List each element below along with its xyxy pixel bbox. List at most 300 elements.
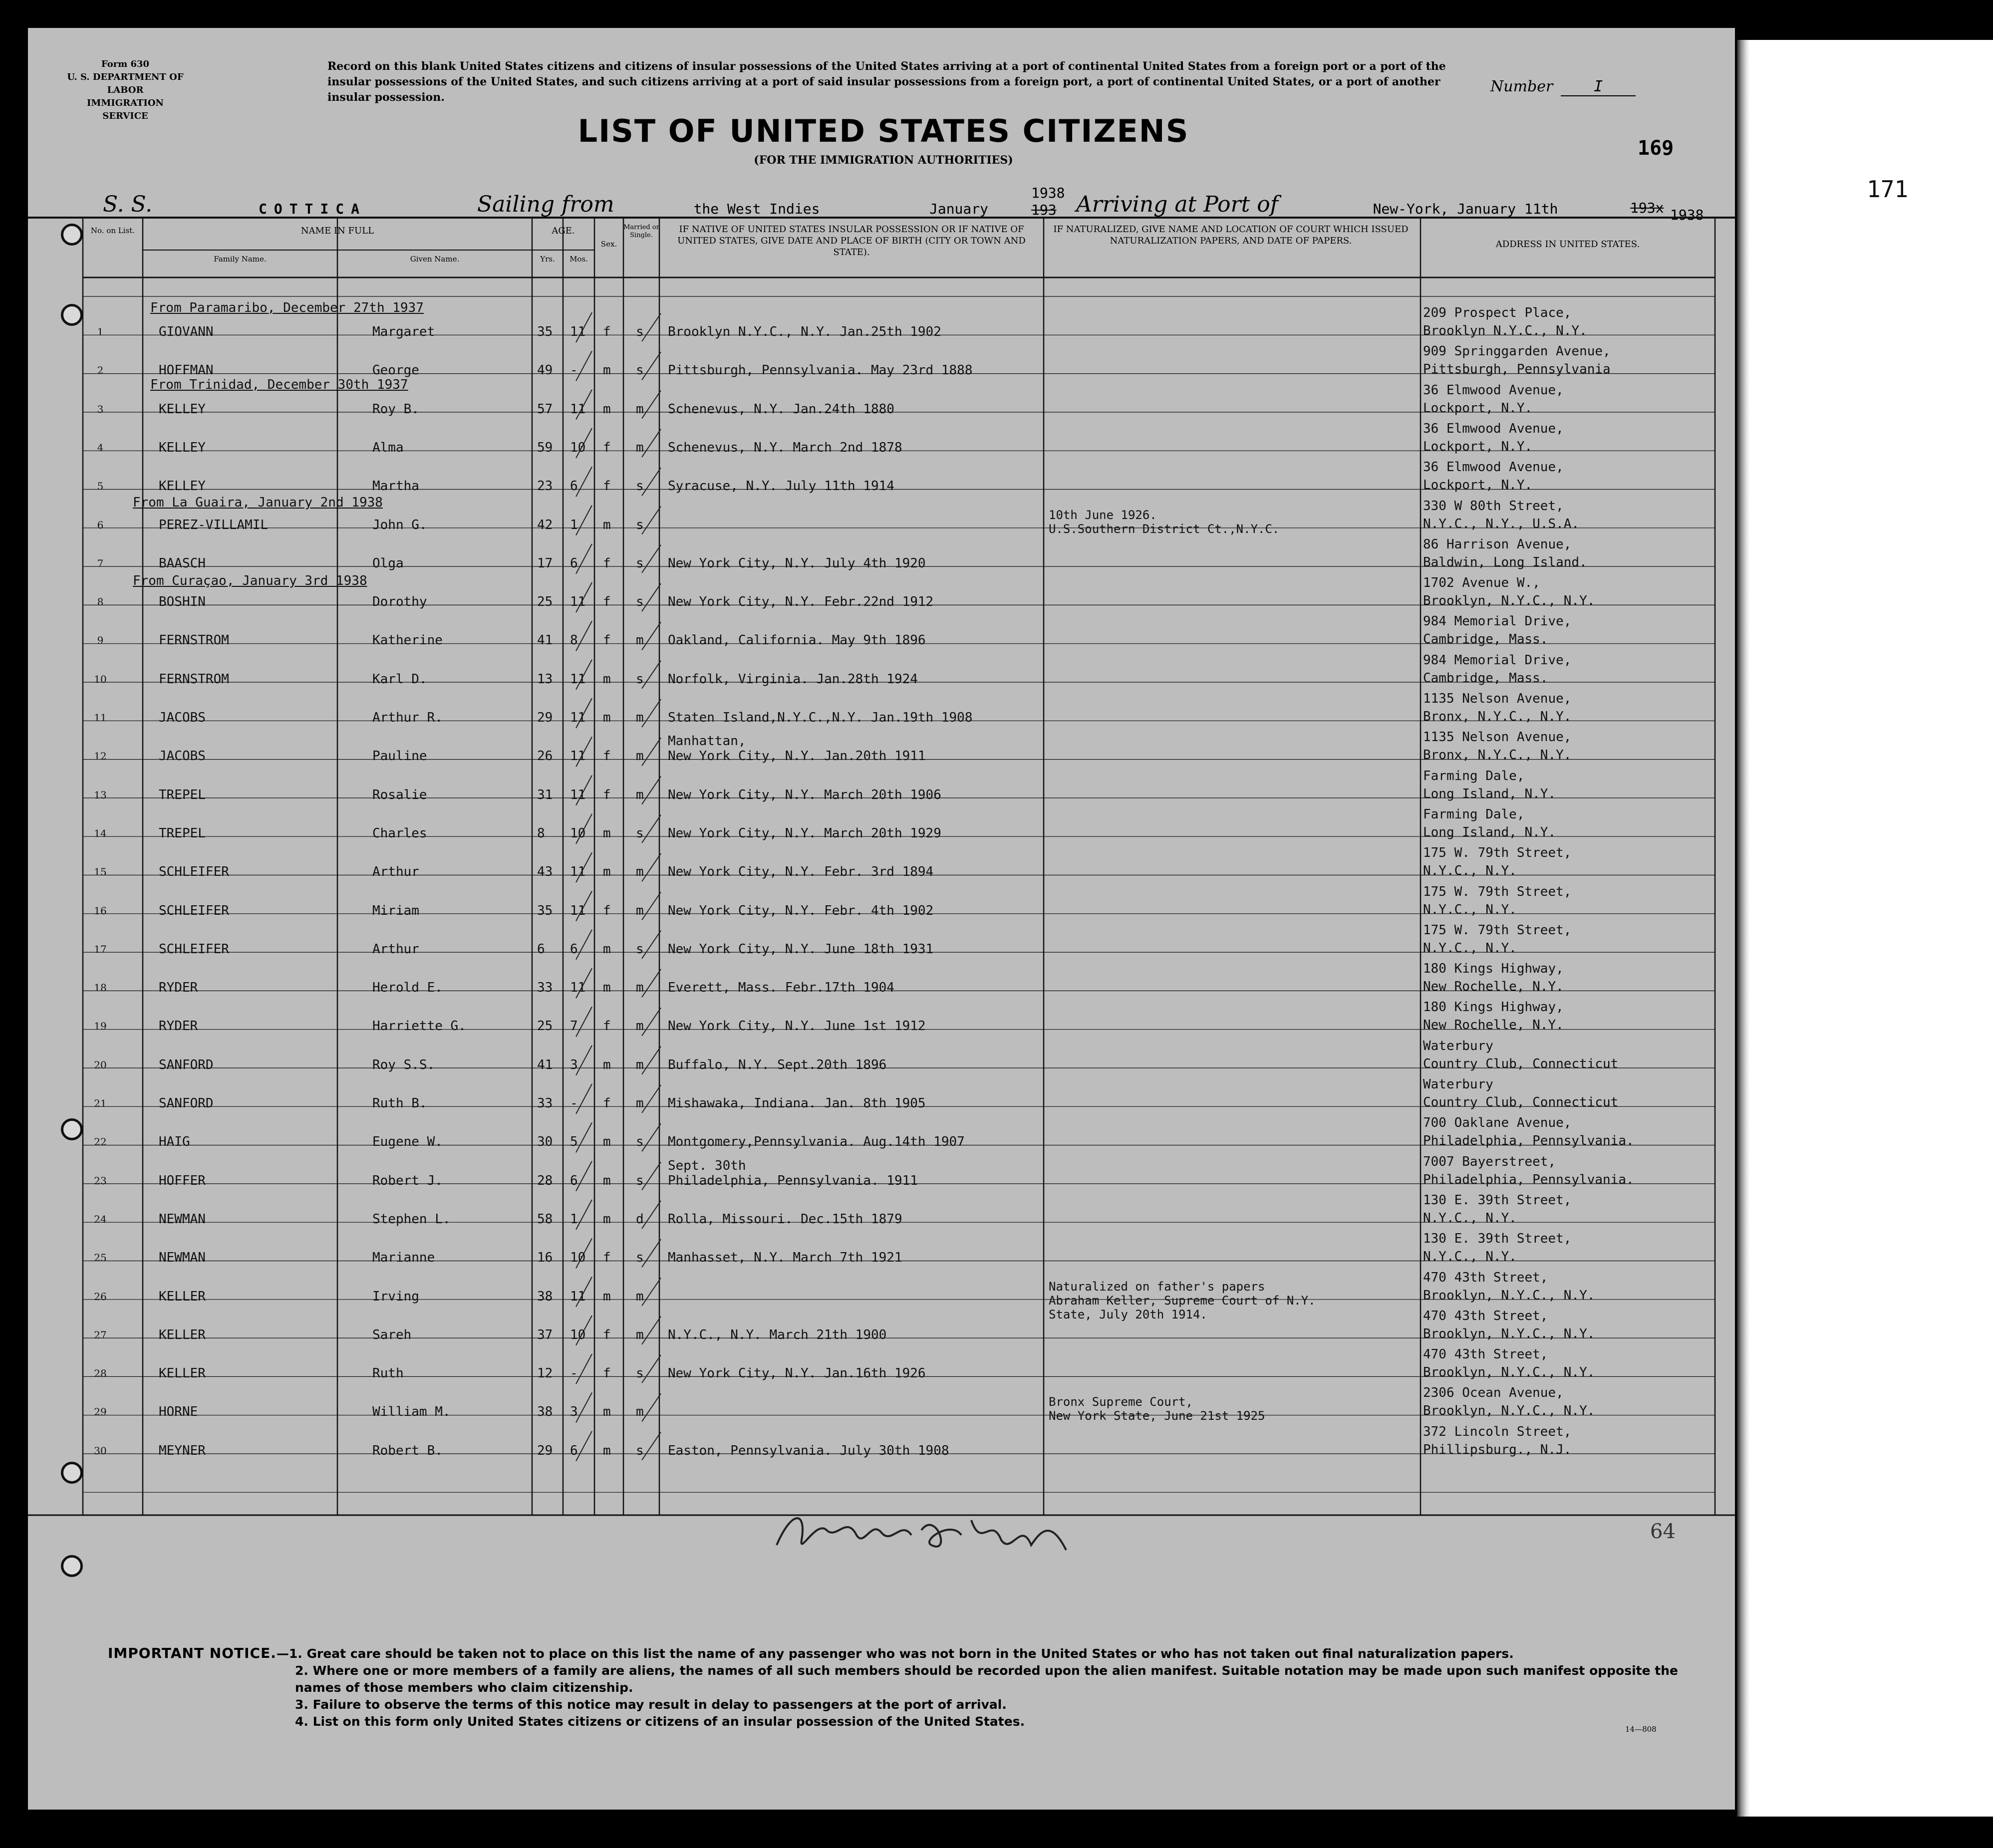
arriving-year: 1938: [1670, 207, 1704, 223]
row-number: 2: [97, 364, 104, 377]
address-line-1: 175 W. 79th Street,: [1423, 922, 1572, 938]
col-header-address: ADDRESS IN UNITED STATES.: [1495, 239, 1640, 250]
address-line-2: N.Y.C., N.Y.: [1423, 863, 1517, 879]
address-line-1: 330 W 80th Street,: [1423, 498, 1564, 514]
address-line-1: Farming Dale,: [1423, 806, 1525, 822]
family-name: HOFFER: [159, 1173, 206, 1188]
col-header-given: Given Name.: [410, 255, 460, 264]
check-mark-icon: [576, 1238, 661, 1268]
notice-item: [108, 1696, 1695, 1713]
notice-item: IMPORTANT NOTICE.—1. Great care should be taken not to place on this list the name of any passenger who was not born in the United States or who has not taken out final naturalization papers.: [108, 1645, 1514, 1661]
given-name: Margaret: [372, 324, 435, 339]
check-mark-icon: [576, 737, 661, 767]
sex: m: [603, 401, 611, 417]
sex: f: [603, 479, 611, 494]
adjacent-page-strip: [1737, 40, 1993, 1817]
section-heading: From Curaçao, January 3rd 1938: [133, 573, 367, 588]
birth-place-date: New York City, N.Y. June 1st 1912: [668, 1019, 926, 1034]
age-years: 25: [537, 594, 553, 610]
family-name: KELLER: [159, 1289, 206, 1304]
age-months: 5: [570, 1134, 578, 1150]
row-number: 21: [94, 1097, 107, 1109]
address-line-1: 700 Oaklane Avenue,: [1423, 1115, 1572, 1131]
marital-status: m: [636, 401, 644, 417]
address-line-1: 180 Kings Highway,: [1423, 961, 1564, 977]
check-mark-icon: [576, 930, 661, 960]
check-mark-icon: [576, 621, 661, 651]
check-mark-icon: [576, 1161, 661, 1191]
age-months: 11: [570, 710, 586, 725]
marital-status: m: [636, 749, 644, 764]
birth-place-date: Rolla, Missouri. Dec.15th 1879: [668, 1211, 902, 1227]
age-years: 26: [537, 749, 553, 764]
page-title: LIST OF UNITED STATES CITIZENS: [577, 113, 1189, 149]
sex: m: [603, 1404, 611, 1420]
given-name: Robert B.: [372, 1443, 443, 1458]
row-number: 22: [94, 1136, 107, 1148]
address-line-1: 1135 Nelson Avenue,: [1423, 691, 1572, 706]
sailing-year: 1938: [1031, 185, 1065, 201]
birth-place-date: Oakland, California. May 9th 1896: [668, 633, 926, 648]
address-line-2: N.Y.C., N.Y.: [1423, 902, 1517, 917]
sex: m: [603, 980, 611, 996]
address-line-2: Philadelphia, Pennsylvania.: [1423, 1172, 1634, 1187]
age-months: 3: [570, 1404, 578, 1420]
age-years: 58: [537, 1211, 553, 1227]
row-number: 16: [94, 904, 107, 917]
sex: f: [603, 787, 611, 802]
given-name: Ruth: [372, 1366, 404, 1381]
family-name: BOSHIN: [159, 594, 206, 610]
sex: f: [603, 324, 611, 339]
address-line-1: 36 Elmwood Avenue,: [1423, 382, 1564, 398]
address-line-2: Brooklyn, N.Y.C., N.Y.: [1423, 593, 1595, 609]
address-line-1: 209 Prospect Place,: [1423, 305, 1572, 320]
manifest-sheet: [26, 26, 1737, 1812]
family-name: MEYNER: [159, 1443, 206, 1458]
ship-label: S. S.: [103, 192, 153, 217]
sex: f: [603, 594, 611, 610]
address-line-2: Lockport, N.Y.: [1423, 478, 1533, 493]
notice-item-number: 1.: [288, 1646, 302, 1661]
check-mark-icon: [576, 390, 661, 420]
age-months: 8: [570, 633, 578, 648]
given-name: Pauline: [372, 749, 427, 764]
naturalization-info: U.S.Southern District Ct.,N.Y.C.: [1049, 522, 1280, 536]
adjacent-page-number: 171: [1867, 176, 1909, 203]
given-name: George: [372, 363, 419, 378]
age-years: 30: [537, 1134, 553, 1150]
birth-place-date: Montgomery,Pennsylvania. Aug.14th 1907: [668, 1134, 965, 1150]
age-years: 28: [537, 1173, 553, 1188]
col-header-mos: Mos.: [569, 255, 588, 264]
given-name: Alma: [372, 440, 404, 455]
family-name: KELLER: [159, 1366, 206, 1381]
age-years: 41: [537, 1057, 553, 1072]
address-line-2: N.Y.C., N.Y.: [1423, 940, 1517, 956]
age-months: 11: [570, 903, 586, 918]
marital-status: m: [636, 633, 644, 648]
sex: m: [603, 710, 611, 725]
row-number: 14: [94, 827, 107, 839]
age-months: 6: [570, 1173, 578, 1188]
age-months: 1: [570, 1211, 578, 1227]
binder-ring: [61, 1118, 83, 1140]
family-name: PEREZ-VILLAMIL: [159, 517, 269, 532]
address-line-1: 1702 Avenue W.,: [1423, 575, 1540, 591]
age-years: 29: [537, 710, 553, 725]
check-mark-icon: [576, 1084, 661, 1114]
row-number: 20: [94, 1058, 107, 1071]
birth-place-date: New York City, N.Y. Febr. 4th 1902: [668, 903, 934, 918]
check-mark-icon: [576, 544, 661, 574]
birth-place-date: Schenevus, N.Y. Jan.24th 1880: [668, 401, 894, 417]
address-line-2: Philadelphia, Pennsylvania.: [1423, 1133, 1634, 1149]
given-name: Sareh: [372, 1327, 412, 1342]
address-line-2: Brooklyn, N.Y.C., N.Y.: [1423, 1403, 1595, 1419]
age-years: 8: [537, 825, 545, 841]
family-name: HAIG: [159, 1134, 190, 1150]
address-line-2: New Rochelle, N.Y.: [1423, 979, 1564, 995]
address-line-1: 175 W. 79th Street,: [1423, 884, 1572, 899]
age-years: 35: [537, 903, 553, 918]
birth-place-date: New York City, N.Y. July 4th 1920: [668, 555, 926, 571]
notice-item-text: Great care should be taken not to place on this list the name of any passenger who was not born in the United States or who has not taken out final naturalization papers.: [306, 1646, 1514, 1661]
naturalization-info: State, July 20th 1914.: [1049, 1307, 1207, 1321]
section-heading: From Paramaribo, December 27th 1937: [150, 300, 424, 315]
address-line-2: Bronx, N.Y.C., N.Y.: [1423, 748, 1572, 763]
service-name: IMMIGRATION SERVICE: [87, 98, 164, 121]
age-years: 57: [537, 401, 553, 417]
check-mark-icon: [576, 852, 661, 882]
marital-status: m: [636, 1096, 644, 1111]
check-mark-icon: [576, 351, 661, 381]
age-months: -: [570, 1366, 578, 1381]
check-mark-icon: [576, 698, 661, 728]
family-name: GIOVANN: [159, 324, 214, 339]
birth-place-date: Easton, Pennsylvania. July 30th 1908: [668, 1443, 949, 1458]
given-name: Martha: [372, 479, 419, 494]
marital-status: m: [636, 440, 644, 455]
age-years: 35: [537, 324, 553, 339]
department-name: U. S. DEPARTMENT OF LABOR: [67, 72, 184, 95]
age-months: -: [570, 1096, 578, 1111]
address-line-2: Lockport, N.Y.: [1423, 400, 1533, 416]
marital-status: s: [636, 1366, 644, 1381]
age-years: 42: [537, 517, 553, 532]
page-edge-shadow: [1737, 40, 1750, 1817]
col-header-naturalized: IF NATURALIZED, GIVE NAME AND LOCATION OF COURT WHICH ISSUED NATURALIZATION PAPERS, AND DATE OF PAPERS.: [1053, 224, 1409, 246]
age-months: 3: [570, 1057, 578, 1072]
sex: m: [603, 1289, 611, 1304]
row-number: 7: [97, 557, 104, 569]
marital-status: s: [636, 555, 644, 571]
address-line-1: 470 43th Street,: [1423, 1270, 1548, 1285]
row-number: 10: [94, 673, 107, 685]
family-name: NEWMAN: [159, 1250, 206, 1266]
age-years: 31: [537, 787, 553, 802]
marital-status: m: [636, 980, 644, 996]
family-name: HOFFMAN: [159, 363, 214, 378]
arriving-port: New-York, January 11th: [1306, 201, 1625, 218]
row-number: 15: [94, 866, 107, 878]
family-name: JACOBS: [159, 710, 206, 725]
address-line-1: 130 E. 39th Street,: [1423, 1192, 1572, 1208]
address-line-2: Baldwin, Long Island.: [1423, 554, 1587, 570]
sex: f: [603, 903, 611, 918]
row-number: 24: [94, 1213, 107, 1225]
age-years: 38: [537, 1404, 553, 1420]
birth-place-date: New York City, N.Y. Jan.20th 1911: [668, 749, 926, 764]
marital-status: m: [636, 787, 644, 802]
family-name: SANFORD: [159, 1096, 214, 1111]
address-line-2: N.Y.C., N.Y.: [1423, 1210, 1517, 1226]
given-name: Charles: [372, 825, 427, 841]
family-name: FERNSTROM: [159, 633, 229, 648]
age-months: 7: [570, 1019, 578, 1034]
address-line-2: Long Island, N.Y.: [1423, 786, 1556, 801]
family-name: KELLEY: [159, 401, 206, 417]
address-line-2: Country Club, Connecticut: [1423, 1095, 1619, 1110]
row-number: 27: [94, 1328, 107, 1341]
col-header-name: NAME IN FULL: [300, 226, 374, 236]
age-months: 11: [570, 787, 586, 802]
row-number: 28: [94, 1367, 107, 1380]
handwritten-signature: [772, 1500, 1071, 1570]
sex: m: [603, 1211, 611, 1227]
given-name: Arthur: [372, 864, 419, 880]
birth-place-date: Staten Island,N.Y.C.,N.Y. Jan.19th 1908: [668, 710, 973, 725]
sex: m: [603, 671, 611, 687]
address-line-2: Brooklyn, N.Y.C., N.Y.: [1423, 1288, 1595, 1303]
birth-place-date: New York City, N.Y. June 18th 1931: [668, 941, 934, 957]
row-number: 3: [97, 403, 104, 415]
naturalization-info: 10th June 1926.: [1049, 508, 1157, 522]
birth-place-date: Sept. 30th: [668, 1158, 746, 1173]
arriving-label: Arriving at Port of: [1076, 192, 1279, 217]
check-mark-icon: [576, 1122, 661, 1152]
sex: f: [603, 749, 611, 764]
given-name: Harriette G.: [372, 1019, 466, 1034]
address-line-2: Pittsburgh, Pennsylvania: [1423, 362, 1611, 377]
age-months: 11: [570, 1289, 586, 1304]
notice-item: [108, 1662, 1695, 1696]
given-name: Roy B.: [372, 401, 419, 417]
birth-place-date: N.Y.C., N.Y. March 21th 1900: [668, 1327, 887, 1342]
row-number: 26: [94, 1290, 107, 1303]
sailing-year-struck: 193: [1031, 202, 1057, 218]
number-value: I: [1561, 78, 1636, 96]
section-heading: From Trinidad, December 30th 1937: [150, 377, 408, 392]
row-number: 23: [94, 1174, 107, 1187]
age-months: 6: [570, 941, 578, 957]
check-mark-icon: [576, 660, 661, 690]
given-name: Rosalie: [372, 787, 427, 802]
address-line-2: N.Y.C., N.Y., U.S.A.: [1423, 516, 1580, 531]
section-heading: From La Guaira, January 2nd 1938: [133, 495, 383, 510]
given-name: Arthur: [372, 941, 419, 957]
age-months: 11: [570, 594, 586, 610]
row-number: 30: [94, 1444, 107, 1457]
age-months: 1: [570, 517, 578, 532]
row-number: 5: [97, 480, 104, 493]
family-name: TREPEL: [159, 825, 206, 841]
marital-status: m: [636, 710, 644, 725]
sex: m: [603, 1173, 611, 1188]
check-mark-icon: [576, 891, 661, 921]
handwritten-count: 64: [1650, 1520, 1676, 1543]
age-years: 6: [537, 941, 545, 957]
row-number: 12: [94, 750, 107, 763]
notice-item-text: Where one or more members of a family are aliens, the names of all such members should be recorded upon the alien manifest. Suitable notation may be made upon such manifest opposite the names of those members who claim citizenship.: [295, 1663, 1678, 1695]
given-name: Katherine: [372, 633, 443, 648]
col-header-family: Family Name.: [214, 255, 267, 264]
age-years: 59: [537, 440, 553, 455]
age-years: 49: [537, 363, 553, 378]
address-line-2: New Rochelle, N.Y.: [1423, 1018, 1564, 1033]
age-years: 16: [537, 1250, 553, 1266]
row-number: 13: [94, 789, 107, 801]
sex: m: [603, 1443, 611, 1458]
row-number: 18: [94, 982, 107, 994]
row-number: 1: [97, 326, 104, 338]
address-line-1: 130 E. 39th Street,: [1423, 1231, 1572, 1247]
family-name: SCHLEIFER: [159, 941, 229, 957]
age-years: 12: [537, 1366, 553, 1381]
sex: m: [603, 941, 611, 957]
given-name: Olga: [372, 555, 404, 571]
given-name: Karl D.: [372, 671, 427, 687]
marital-status: m: [636, 1404, 644, 1420]
sex: f: [603, 1250, 611, 1266]
age-years: 38: [537, 1289, 553, 1304]
sex: f: [603, 440, 611, 455]
address-line-1: Waterbury: [1423, 1077, 1493, 1092]
birth-place-date: Mishawaka, Indiana. Jan. 8th 1905: [668, 1096, 926, 1111]
row-number: 17: [94, 943, 107, 955]
given-name: Dorothy: [372, 594, 427, 610]
birth-place-date: Brooklyn N.Y.C., N.Y. Jan.25th 1902: [668, 324, 941, 339]
birth-place-date: Manhattan,: [668, 734, 746, 749]
birth-place-date: New York City, N.Y. Febr.22nd 1912: [668, 594, 934, 610]
check-mark-icon: [576, 1200, 661, 1230]
age-months: 11: [570, 980, 586, 996]
address-line-1: 984 Memorial Drive,: [1423, 652, 1572, 668]
check-mark-icon: [576, 1392, 661, 1422]
birth-place-date: Manhasset, N.Y. March 7th 1921: [668, 1250, 902, 1266]
row-number: 29: [94, 1406, 107, 1418]
naturalization-info: Naturalized on father's papers: [1049, 1279, 1265, 1294]
stamp-number: 169: [1638, 137, 1674, 160]
sailing-month: January: [891, 201, 1026, 218]
given-name: Roy S.S.: [372, 1057, 435, 1072]
birth-place-date: Norfolk, Virginia. Jan.28th 1924: [668, 671, 918, 687]
address-line-1: 36 Elmwood Avenue,: [1423, 460, 1564, 475]
check-mark-icon: [576, 582, 661, 612]
age-months: 6: [570, 479, 578, 494]
marital-status: s: [636, 324, 644, 339]
age-months: 10: [570, 440, 586, 455]
number-label: Number: [1490, 78, 1553, 95]
check-mark-icon: [576, 1431, 661, 1461]
age-months: 11: [570, 749, 586, 764]
marital-status: d: [636, 1211, 644, 1227]
sex: f: [603, 1366, 611, 1381]
naturalization-info: Abraham Keller, Supreme Court of N.Y.: [1049, 1293, 1316, 1308]
marital-status: s: [636, 363, 644, 378]
age-months: 11: [570, 401, 586, 417]
sex: m: [603, 517, 611, 532]
notice-item-number: 4.: [295, 1714, 308, 1729]
check-mark-icon: [576, 968, 661, 998]
family-name: RYDER: [159, 1019, 198, 1034]
birth-place-date: Schenevus, N.Y. March 2nd 1878: [668, 440, 902, 455]
age-years: 41: [537, 633, 553, 648]
page-subtitle: (FOR THE IMMIGRATION AUTHORITIES): [754, 154, 1013, 167]
marital-status: s: [636, 1443, 644, 1458]
birth-place-date: Buffalo, N.Y. Sept.20th 1896: [668, 1057, 887, 1072]
marital-status: s: [636, 479, 644, 494]
address-line-1: 984 Memorial Drive,: [1423, 614, 1572, 629]
sex: m: [603, 864, 611, 880]
marital-status: s: [636, 941, 644, 957]
birth-place-date: Pittsburgh, Pennsylvania. May 23rd 1888: [668, 363, 973, 378]
family-name: SCHLEIFER: [159, 903, 229, 918]
age-months: 11: [570, 324, 586, 339]
age-years: 13: [537, 671, 553, 687]
col-header-sex: Sex.: [600, 240, 617, 249]
notice-item-text: List on this form only United States citizens or citizens of an insular possession of the United States.: [312, 1714, 1025, 1729]
notice-item-number: 3.: [295, 1697, 308, 1712]
given-name: Stephen L.: [372, 1211, 451, 1227]
address-line-2: Cambridge, Mass.: [1423, 632, 1548, 647]
row-number: 6: [97, 519, 104, 531]
age-months: 6: [570, 1443, 578, 1458]
check-mark-icon: [576, 1354, 661, 1384]
check-mark-icon: [576, 428, 661, 458]
address-line-1: 2306 Ocean Avenue,: [1423, 1385, 1564, 1401]
address-line-2: Long Island, N.Y.: [1423, 824, 1556, 840]
row-number: 9: [97, 634, 104, 647]
sex: f: [603, 633, 611, 648]
row-number: 19: [94, 1020, 107, 1033]
sex: f: [603, 1096, 611, 1111]
form-code: 14—808: [1625, 1725, 1657, 1734]
family-name: KELLEY: [159, 440, 206, 455]
row-number: 4: [97, 441, 104, 454]
ship-name: COTTICA: [178, 201, 447, 218]
given-name: William M.: [372, 1404, 451, 1420]
col-header-married: Married or Single.: [623, 224, 659, 239]
notice-item-text: Failure to observe the terms of this notice may result in delay to passengers at the port of arrival.: [312, 1697, 1007, 1712]
family-name: TREPEL: [159, 787, 206, 802]
birth-place-date: New York City, N.Y. March 20th 1906: [668, 787, 941, 802]
address-line-2: Country Club, Connecticut: [1423, 1056, 1619, 1071]
age-months: 11: [570, 864, 586, 880]
sex: m: [603, 1134, 611, 1150]
given-name: Eugene W.: [372, 1134, 443, 1150]
sailing-from: the West Indies: [637, 201, 876, 218]
notice-item: [108, 1713, 1695, 1730]
given-name: John G.: [372, 517, 427, 532]
form-number: Form 630: [101, 59, 150, 69]
age-years: 17: [537, 555, 553, 571]
address-line-1: Farming Dale,: [1423, 768, 1525, 784]
marital-status: s: [636, 825, 644, 841]
birth-place-date: Everett, Mass. Febr.17th 1904: [668, 980, 894, 996]
family-name: BAASCH: [159, 555, 206, 571]
age-months: 10: [570, 1327, 586, 1342]
